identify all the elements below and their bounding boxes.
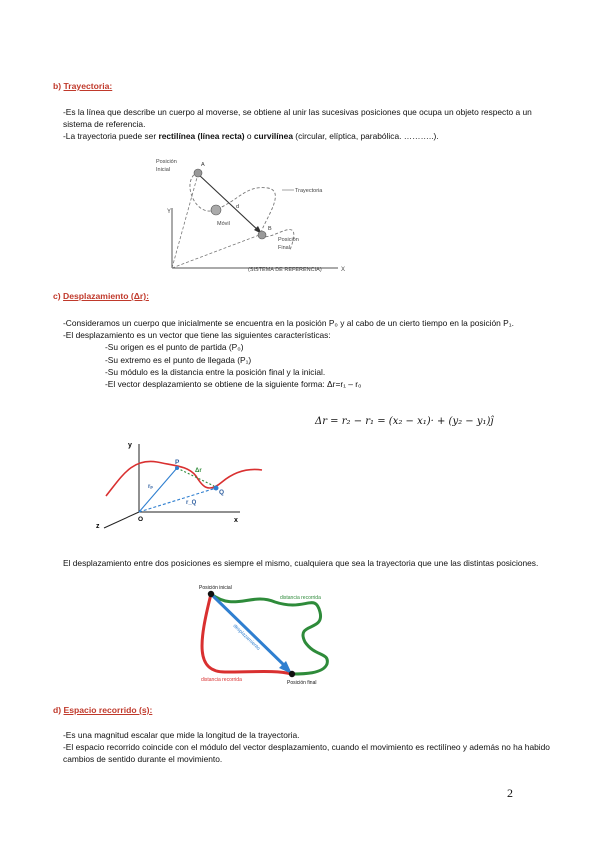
- final-position-label-2: Final: [278, 245, 290, 251]
- mobile-label: Móvil: [217, 221, 230, 227]
- trajectory-label: Trayectoria: [295, 188, 323, 194]
- section-c-bullet-3: -Su módulo es la distancia entre la posición final y la inicial.: [105, 366, 326, 377]
- axis-x-label: X: [341, 267, 346, 273]
- point-a-label: A: [201, 162, 205, 168]
- line2-bold-rectilinea: rectilínea (línea recta): [158, 131, 245, 142]
- reference-system-label: (SISTEMA DE REFERENCIA): [248, 267, 322, 273]
- section-b-letter: b): [53, 81, 62, 91]
- section-b-heading: [53, 80, 112, 92]
- axis-y-label: y: [128, 442, 132, 449]
- line2-mid: o: [244, 131, 254, 142]
- vector-rp-label: rₚ: [148, 484, 153, 490]
- section-c-text-2: [63, 557, 553, 569]
- trajectory-figure: [150, 150, 380, 278]
- mobile-ball: [211, 205, 221, 215]
- section-c-text: [63, 317, 553, 390]
- final-position-label-1: Posición: [278, 237, 299, 243]
- line2-prefix: -La trayectoria puede ser: [63, 131, 159, 142]
- section-c-bullet-4: -El vector desplazamiento se obtiene de la siguiente forma: Δr=r₁ – r₀: [105, 378, 362, 389]
- delta-r-label: Δr: [195, 468, 202, 474]
- page-number: 2: [507, 786, 513, 800]
- axis-y-label: Y: [167, 209, 172, 215]
- point-p-label: P: [175, 459, 180, 466]
- origin-label: O: [138, 516, 144, 523]
- section-d-heading: [53, 704, 152, 716]
- final-position-label: Posición final: [287, 680, 317, 686]
- distance-top-label: distancia recorrida: [280, 595, 321, 601]
- section-b-line2: [63, 130, 553, 142]
- point-q-label: Q: [219, 489, 225, 496]
- axis-z-label: z: [96, 523, 100, 530]
- initial-position-label-1: Posición: [156, 159, 177, 165]
- section-c-bullet-2: -Su extremo es el punto de llegada (P₁): [105, 354, 252, 365]
- line2-suffix: (circular, elíptica, parabólica. ………..).: [292, 131, 439, 142]
- vector-rq-label: r_Q: [186, 500, 197, 506]
- section-c-line3: El desplazamiento entre dos posiciones es siempre el mismo, cualquiera que sea la trayectoria que une las distintas posiciones.: [63, 558, 539, 568]
- section-b-line1: -Es la línea que describe un cuerpo al moverse, se obtiene al unir las sucesivas posiciones que ocupa un objeto respecto a un sistema de referencia.: [63, 107, 532, 130]
- section-d-line2: -El espacio recorrido coincide con el módulo del vector desplazamiento, cuando el movimiento es rectilíneo y además no ha habido cambios de sentido durante el movimiento.: [63, 742, 550, 765]
- section-c-letter: c): [53, 291, 61, 301]
- axis-z-line: [104, 512, 139, 528]
- section-d-text: [63, 729, 553, 766]
- line2-bold-curvilinea: curvilínea: [253, 131, 293, 142]
- position-vector-initial: [172, 174, 198, 268]
- displacement-arrow: [213, 596, 287, 668]
- section-c-line2: -El desplazamiento es un vector que tiene las siguientes características:: [63, 330, 331, 341]
- distance-vs-displacement-figure: [195, 582, 355, 692]
- axis-x-label: x: [234, 517, 238, 524]
- point-p-dot: [175, 466, 179, 470]
- section-d-line1: -Es una magnitud escalar que mide la longitud de la trayectoria.: [63, 730, 300, 740]
- point-q-dot: [214, 486, 219, 491]
- section-c-bullet-1: -Su origen es el punto de partida (P₀): [105, 342, 244, 353]
- initial-position-label: Posición inicial: [199, 585, 232, 591]
- final-position-ball: [258, 231, 266, 239]
- trajectory-curve-red: [106, 461, 262, 496]
- section-c-title: Desplazamiento (Δr):: [63, 291, 149, 301]
- section-b-title: Trayectoria:: [63, 81, 113, 91]
- distance-bottom-label: distancia recorrida: [201, 677, 242, 683]
- displacement-label: desplazamiento: [231, 623, 261, 652]
- point-b-label: B: [268, 226, 272, 232]
- green-distance-path: [211, 594, 327, 674]
- position-vector-q: [139, 488, 216, 512]
- initial-position-ball: [194, 169, 202, 177]
- initial-position-label-2: Inicial: [156, 167, 171, 173]
- section-d-title: Espacio recorrido (s):: [63, 705, 153, 715]
- displacement-formula: Δr = r₂ − r₁ = (x₂ − x₁)· + (y₂ − y₁)ĵ: [315, 416, 494, 427]
- section-c-heading: [53, 290, 149, 302]
- displacement-vector-figure: [92, 436, 282, 536]
- section-d-letter: d): [53, 705, 62, 715]
- final-point-dot: [289, 671, 295, 677]
- initial-point-dot: [208, 591, 214, 597]
- position-vector-p: [139, 468, 177, 512]
- section-c-line1: -Consideramos un cuerpo que inicialmente se encuentra en la posición P₀ y al cabo de un cierto tiempo en la posición P₁.: [63, 318, 514, 328]
- section-b-text: [63, 106, 553, 143]
- position-vector-final: [172, 234, 262, 268]
- vector-d-label: d: [236, 204, 240, 210]
